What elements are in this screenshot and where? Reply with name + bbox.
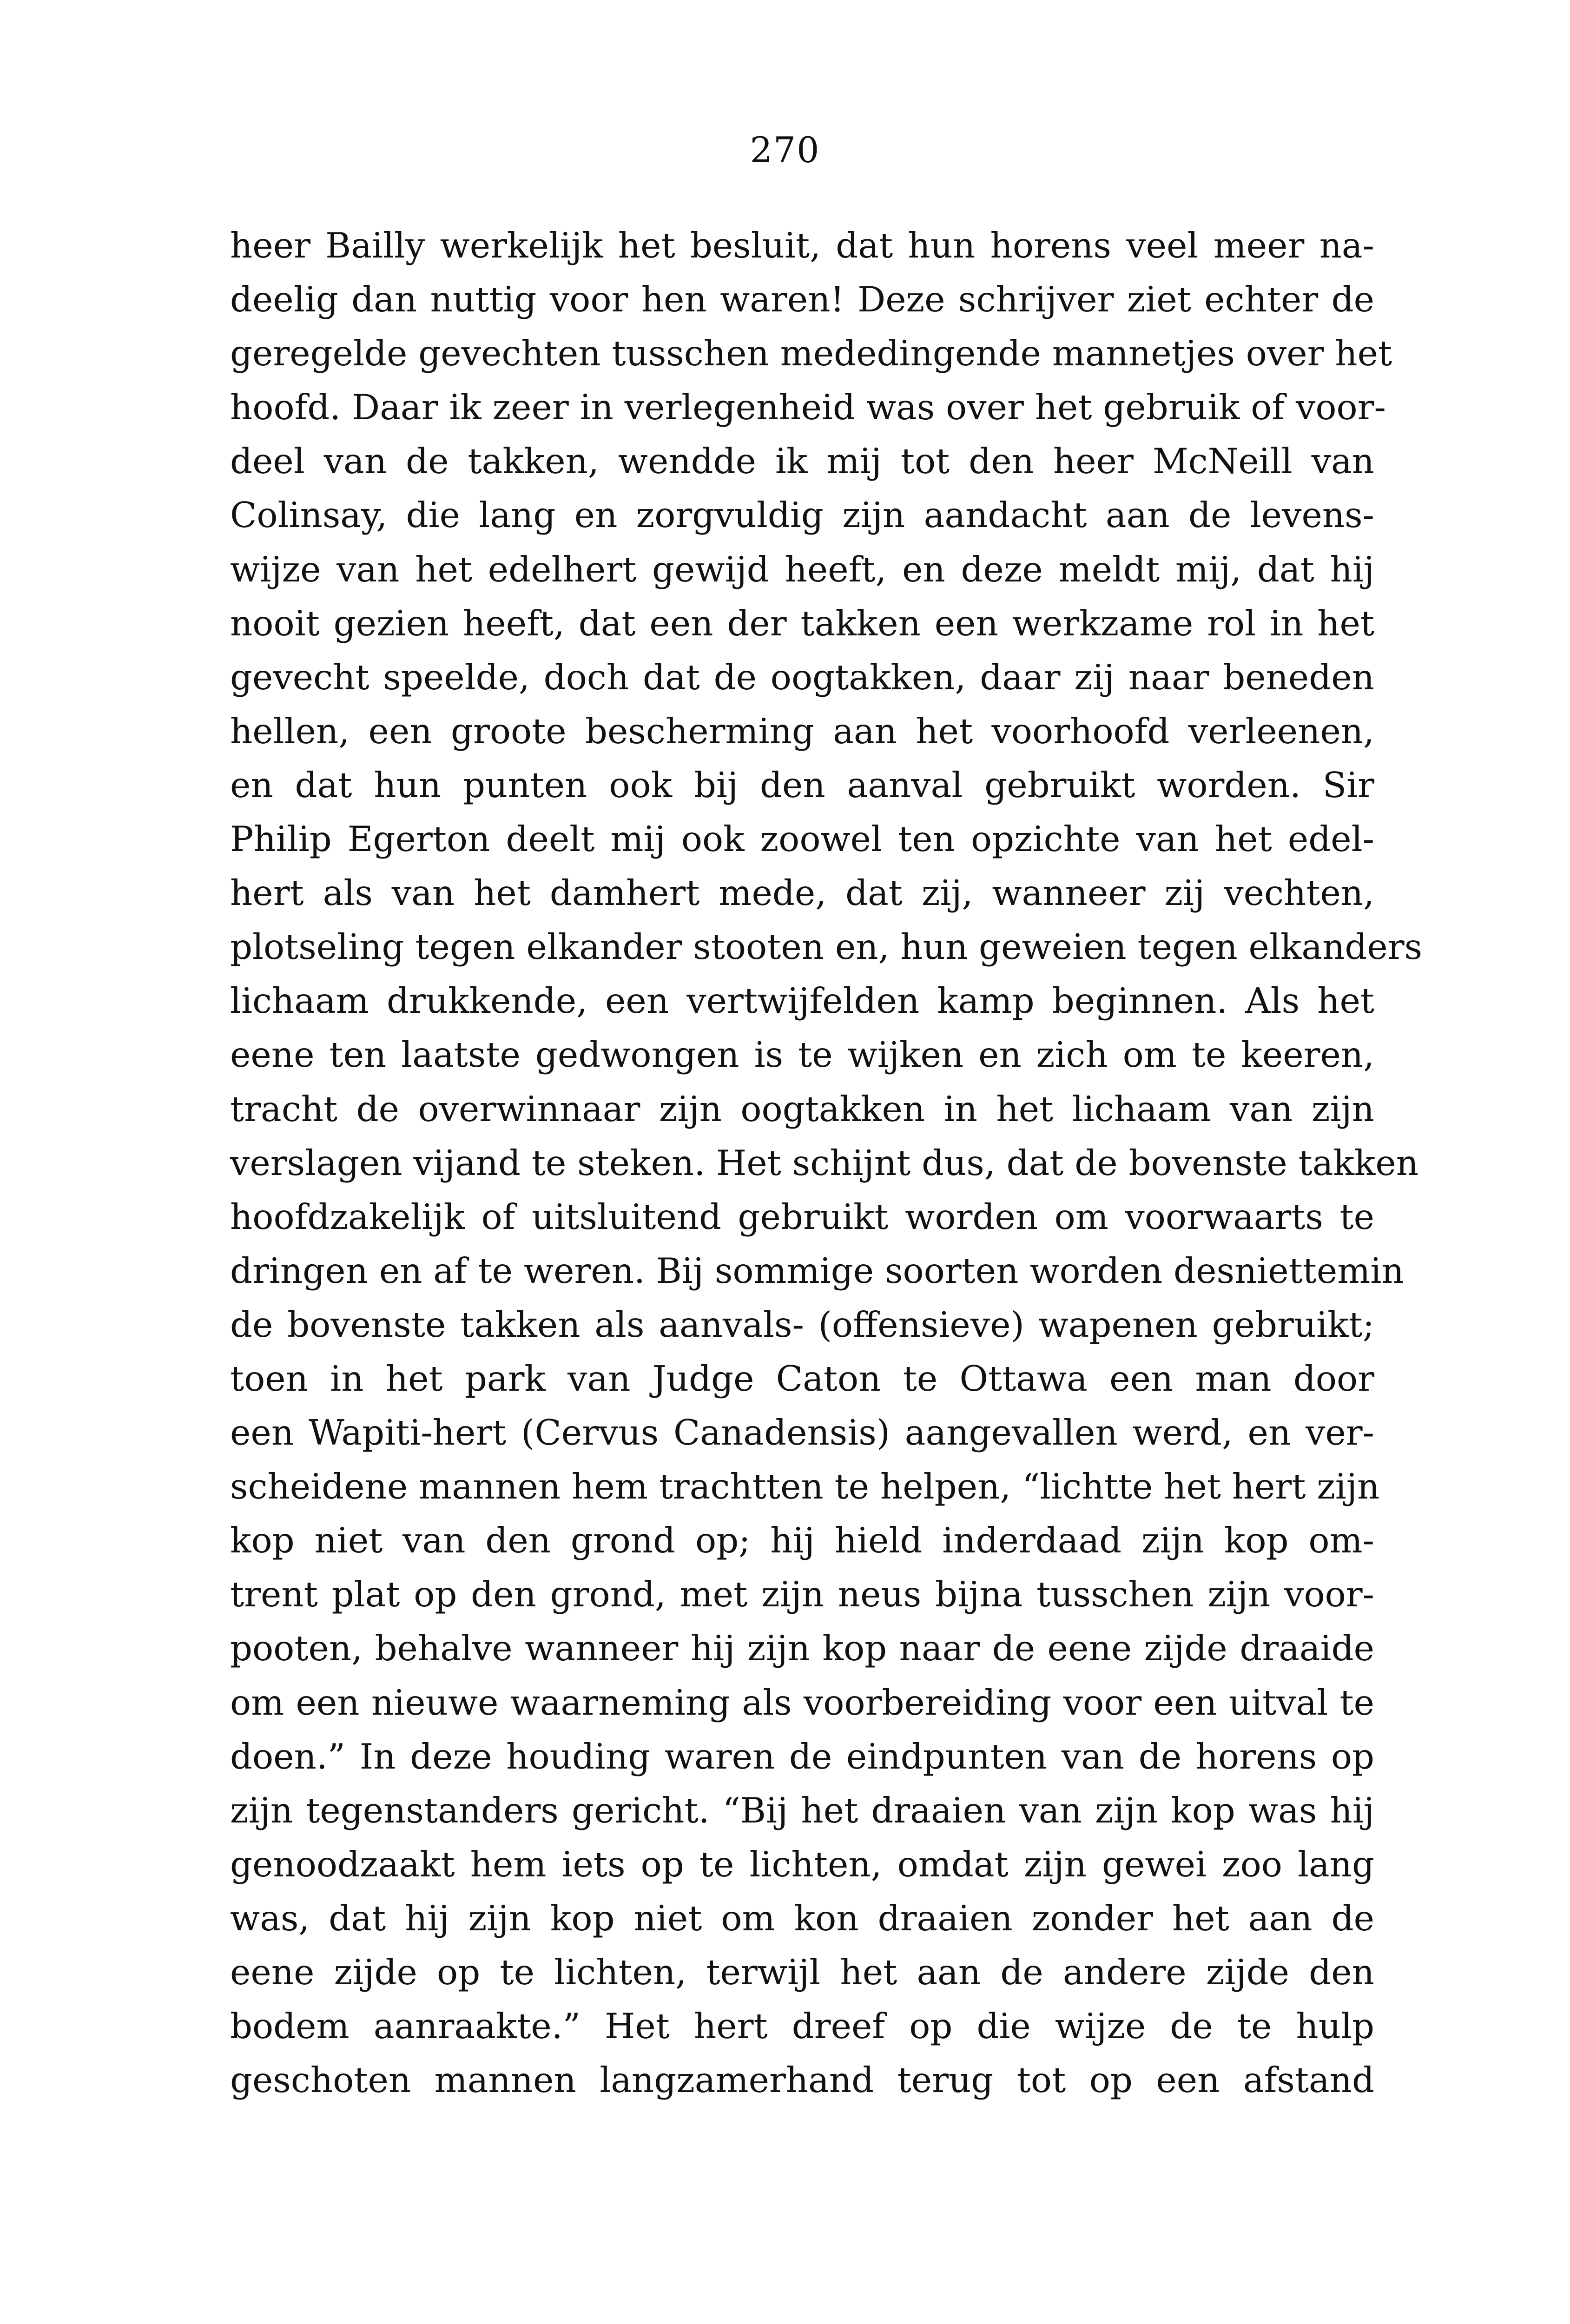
text-line: hellen, een groote bescherming aan het voorhoofd verleenen, bbox=[230, 710, 1374, 752]
text-line: hoofdzakelijk of uitsluitend gebruikt worden om voorwaarts te bbox=[230, 1196, 1374, 1237]
text-line: een Wapiti-hert (Cervus Canadensis) aangevallen werd, en ver- bbox=[230, 1412, 1374, 1453]
text-line: bodem aanraakte.” Het hert dreef op die wijze de te hulp bbox=[230, 2006, 1374, 2047]
text-line: de bovenste takken als aanvals- (offensieve) wapenen gebruikt; bbox=[230, 1304, 1374, 1345]
text-line: wijze van het edelhert gewijd heeft, en deze meldt mij, dat hij bbox=[230, 548, 1374, 590]
page-number: 270 bbox=[750, 129, 820, 171]
text-line: geschoten mannen langzamerhand terug tot op een afstand bbox=[230, 2060, 1374, 2101]
text-line: Colinsay, die lang en zorgvuldig zijn aandacht aan de levens- bbox=[230, 495, 1374, 536]
text-line: scheidene mannen hem trachtten te helpen, “lichtte het hert zijn bbox=[230, 1466, 1380, 1507]
text-line: gevecht speelde, doch dat de oogtakken, daar zij naar beneden bbox=[230, 656, 1374, 698]
text-line: deel van de takken, wendde ik mij tot den heer McNeill van bbox=[230, 441, 1374, 482]
text-line: dringen en af te weren. Bij sommige soorten worden desniettemin bbox=[230, 1250, 1404, 1291]
text-line: lichaam drukkende, een vertwijfelden kamp beginnen. Als het bbox=[230, 980, 1374, 1022]
text-line: nooit gezien heeft, dat een der takken een werkzame rol in het bbox=[230, 602, 1374, 644]
text-line: doen.” In deze houding waren de eindpunten van de horens op bbox=[230, 1736, 1374, 1777]
text-line: eene zijde op te lichten, terwijl het aan de andere zijde den bbox=[230, 1952, 1374, 1993]
text-line: geregelde gevechten tusschen mededingende mannetjes over het bbox=[230, 333, 1392, 374]
text-line: om een nieuwe waarneming als voorbereiding voor een uitval te bbox=[230, 1682, 1374, 1723]
text-line: eene ten laatste gedwongen is te wijken en zich om te keeren, bbox=[230, 1034, 1374, 1076]
text-line: toen in het park van Judge Caton te Ottawa een man door bbox=[230, 1358, 1374, 1399]
text-line: en dat hun punten ook bij den aanval gebruikt worden. Sir bbox=[230, 764, 1374, 805]
text-line: Philip Egerton deelt mij ook zoowel ten opzichte van het edel- bbox=[230, 819, 1374, 860]
text-line: trent plat op den grond, met zijn neus bijna tusschen zijn voor- bbox=[230, 1574, 1374, 1615]
text-line: pooten, behalve wanneer hij zijn kop naar de eene zijde draaide bbox=[230, 1628, 1374, 1669]
text-line: genoodzaakt hem iets op te lichten, omdat zijn gewei zoo lang bbox=[230, 1843, 1374, 1885]
text-line: kop niet van den grond op; hij hield inderdaad zijn kop om- bbox=[230, 1520, 1374, 1561]
text-line: hert als van het damhert mede, dat zij, wanneer zij vechten, bbox=[230, 872, 1374, 914]
text-line: was, dat hij zijn kop niet om kon draaien zonder het aan de bbox=[230, 1897, 1374, 1939]
text-line: plotseling tegen elkander stooten en, hun geweien tegen elkanders bbox=[230, 926, 1423, 968]
text-line: heer Bailly werkelijk het besluit, dat hun horens veel meer na- bbox=[230, 225, 1374, 266]
text-line: zijn tegenstanders gericht. “Bij het draaien van zijn kop was hij bbox=[230, 1789, 1374, 1831]
text-line: deelig dan nuttig voor hen waren! Deze schrijver ziet echter de bbox=[230, 279, 1374, 320]
text-line: tracht de overwinnaar zijn oogtakken in het lichaam van zijn bbox=[230, 1088, 1374, 1129]
text-line: verslagen vijand te steken. Het schijnt dus, dat de bovenste takken bbox=[230, 1142, 1419, 1183]
body-text bbox=[230, 218, 1423, 2107]
text-line: hoofd. Daar ik zeer in verlegenheid was over het gebruik of voor- bbox=[230, 387, 1386, 428]
